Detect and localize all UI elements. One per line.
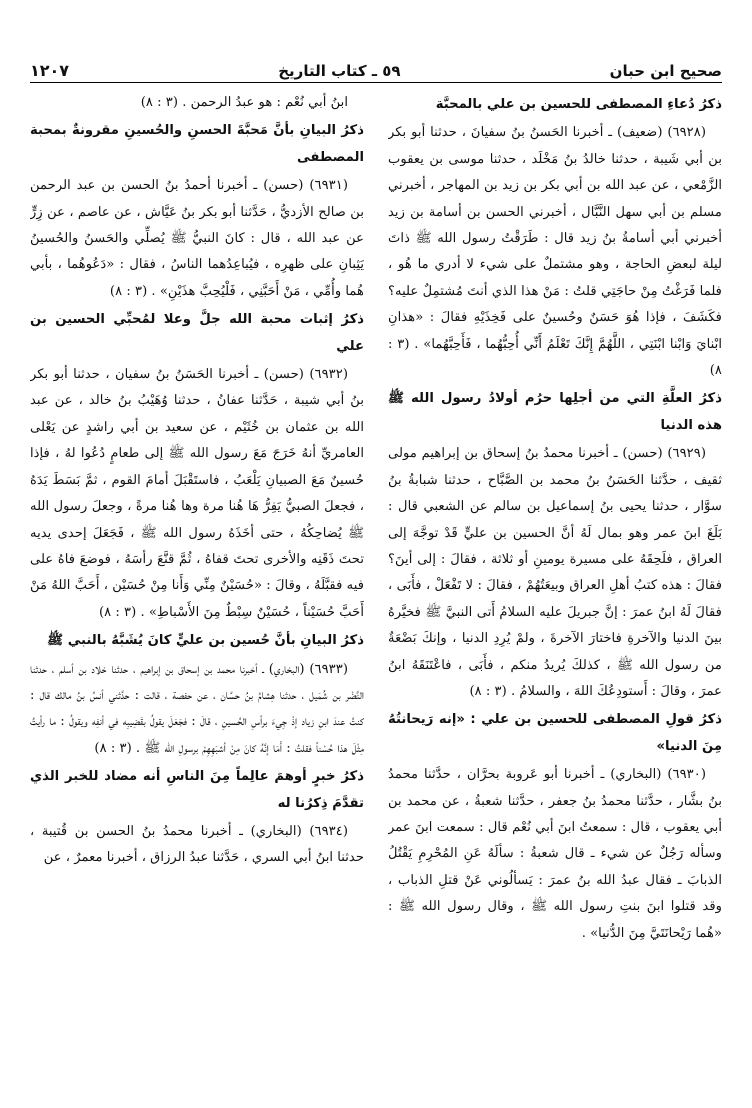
page-header: [30, 44, 722, 80]
section-heading: ذكرُ إثبات محبة الله جلَّ وعلا لمُحبِّي الحسين بن علي: [30, 312, 364, 354]
columns: [30, 90, 722, 1098]
hadith-text: (٦٩٣١) (حسن) ـ أخبرنا أحمدُ بنُ الحسن بن عبد الرحمن بن صالح الأزديُّ ، حَدَّثنا أبو بكر بنُ عَيَّاش ، عن عاصم ، عن زِرٍّ عن عبد الله ، قال : كانَ النبيُّ ﷺ يُصلِّي والحَسنُ والحُسينُ يَثِبانِ على ظهرِه ، فيُباعِدُهما الناسُ ، فقال : «دَعُوهُما ، بأبي هُما وأُمِّي ، مَنْ أَحَبَّنِي ، فَلْيُحِبَّ هذَيْنِ» . (٣ : ٨): [30, 178, 364, 299]
hadith-text: (٦٩٢٨) (ضعيف) ـ أخبرنا الحَسنُ بنُ سفيانَ ، حدثنا أبو بكر بن أبي شَيبة ، حدثنا خالدُ بنُ مَخْلَد ، حدثنا موسى بن يعقوب الزَّمْعي ، عن عبد الله بن أبي بكر بن زيد بن المهاجر ، أخبرني مسلم بن أبي سهل النَّبَّال ، أخبرني الحسن بن أسامة بن زيد أخبرني أبي أسامةُ بنُ زيد قال : طَرَقْتُ رسول الله ﷺ ذاتَ ليلة لبعضِ الحاجة ، وهو مشتملٌ على شيء لا أدري ما هُو ، فلما فَرَغْتُ مِنْ حاجَتِي قلتُ : مَنْ هذا الذي أنتَ مُشتمِلٌ عليه؟ فكَشَفَ ، فإذا هُوَ حَسَنٌ وحُسينٌ على فَخِذَيْهِ فقالَ : «هذانِ ابْنايَ وَابْنا ابْنَتِي ، اللَّهُمَّ إِنَّكَ تَعْلَمُ أَنِّي أُحِبُّهُما ، فَأَحِبَّهُما» . (٣ : ٨): [388, 125, 722, 379]
header-rule: [30, 82, 722, 83]
right-column: [388, 90, 722, 1098]
hadith-text: (٦٩٣٣) (البخاري) ـ أخبرنا محمد بن إسحاق بن إبراهيم ، حدثنا خلاد بن أسلم ، حدثنا النَّضْر بن شُمَيل ، حدثنا هِشامُ بنُ حسَّان ، عن حفصة ، قالت : حدَّثني أنسُ بنُ مالك قال : كنتُ عندَ ابنِ زياد إذْ جِيءَ برأسِ الحُسينِ ، قالَ : فجَعَلَ يقولُ بقَضِيبِه في أنفِه ويقولُ : ما رأيتُ مِثْلَ هذا حُسْناً فقلتُ : أَمَا إنَّهُ كانَ مِنْ أشبَهِهِمْ برسولِ الله ﷺ . (٣ : ٨): [30, 661, 364, 756]
hadith-text: (٦٩٣٤) (البخاري) ـ أخبرنا محمدُ بنُ الحسن بن قُتيبة ، حدثنا ابنُ أبي السري ، حَدَّثنا عبدُ الرزاق ، أخبرنا معمرٌ ، عن: [30, 823, 364, 866]
chapter-title: ٥٩ ـ كتاب التاريخ: [278, 62, 401, 80]
section-heading: ذكرُ قولِ المصطفى للحسين بن علي : «إنه رَيحانتُهُ مِنَ الدنيا»: [388, 712, 722, 754]
section-heading: ذكرُ البيانِ بأنَّ مَحبَّةَ الحسنِ والحُسينِ مقرونةٌ بمحبة المصطفى: [30, 123, 364, 165]
book-title: صحيح ابن حبان: [609, 62, 722, 80]
section-heading: ذكرُ العلَّةِ التي من أجلِها حرُم أولادُ رسول الله ﷺ هذه الدنيا: [388, 391, 722, 433]
page-number: ١٢٠٧: [30, 61, 70, 80]
continuation-text: ابنُ أبي نُعْم : هو عبدُ الرحمن . (٣ : ٨): [140, 95, 348, 110]
hadith-text: (٦٩٣٠) (البخاري) ـ أخبرنا أبو عَروبة بحرَّان ، حدَّثنا محمدُ بنُ بشَّار ، حدَّثنا محمدُ بنُ جعفر ، حدَّثنا شعبةُ ، عن محمد بن أبي يعقوب ، قال : سمعتُ ابنَ أبي نُعْم قال : سمعت ابنَ عمر وسأله رَجُلٌ عن شيء ـ قال شعبةُ : سألَهُ عَنِ المُحْرِمِ يَقْتُلُ الذبابَ ـ فقال عبدُ الله بنُ عمرَ : يَسألُوني عَنْ قتلِ الذباب ، وقد قتلوا ابنَ بنتِ رسول الله ﷺ ، وقال رسول الله ﷺ : «هُما رَيْحانَتَيَّ مِنَ الدُّنيا» .: [388, 767, 722, 941]
hadith-text: (٦٩٣٢) (حسن) ـ أخبرنا الحَسَنُ بنُ سفيان ، حدثنا أبو بكر بنُ أبي شيبة ، حَدَّثنا عفانُ ، حدثنا وُهَيْبُ بنُ خالد ، عن عبد الله بن عثمان بن خُثَيْم ، عن سعيد بن أبي راشدٍ عن يَعْلى العامريِّ أنهُ خَرَجَ مَعَ رسول الله ﷺ إلى طعامٍ دُعُوا لهُ ، فإذا حُسينٌ مَعَ الصبيانِ يَلْعَبُ ، فاستَقْبَلَ أمامَ القوم ، ثمَّ بَسَطَ يَدَهُ ، فجعلَ الصبيُّ يَفِرُّ هَا هُنا مرة وها هُنا مرةً ، وجعلَ رسول الله ﷺ يُضاحِكُهُ ، حتى أخَذَهُ رسول الله ﷺ ، فَجَعَلَ إحدى يديه تحتَ ذَقَنِه والأخرى تحتَ قفاهُ ، ثُمَّ قنَّعَ رأسَهُ ، فوضعَ فاهُ على فيه فقبَّلَهُ ، وقالَ : «حُسَيْنٌ مِنِّي وَأَنا مِنْ حُسَيْن ، أَحَبَّ اللهُ مَنْ أَحَبَّ حُسَيْناً ، حُسَيْنٌ سِبْطٌ مِنَ الأَسْباطِ» . (٣ : ٨): [30, 367, 364, 620]
section-heading: ذكرُ دُعاءِ المصطفى للحسين بن علي بالمحبَّة: [435, 97, 722, 112]
hadith-text: (٦٩٢٩) (حسن) ـ أخبرنا محمدُ بنُ إسحاق بن إبراهيم مولى ثقيف ، حدَّثنا الحَسَنُ بنُ محمد بن الصَّبَّاح ، حدثنا شبابةُ بنُ سوَّار ، حدثنا يحيى بنُ إسماعيل بن سالم عن الشعبي قال : بَلَغَ ابنَ عمر وهو بمال لَهُ أنَّ الحسين بن عليٍّ قَدْ توجَّهَ إلى العراق ، فلَحِقَهُ على مسيرة يومينِ أو ثلاثة ، فقالَ : إلى أينَ؟ فقالَ : هذه كتبُ أهلِ العراق وبيعَتُهُمْ ، فقالَ : لا تَفْعَلْ ، فأَبَى ، فقالَ لَهُ ابنُ عمرَ : إنَّ جبريلَ عليه السلامُ أَتى النبيَّ ﷺ فخيَّرهُ بينَ الدنيا والآخرةِ فاختارَ الآخرةَ ، ولمْ يُرِدِ الدنيا ، وإنكَ بَضْعَةٌ من رسول الله ﷺ ، كذلكَ يُريدُ منكم ، فأَبَى ، فاعْتَنَقَهُ ابنُ عمرَ ، وقالَ : أَستودِعُكَ اللهَ ، والسلامُ . (٣ : ٨): [388, 446, 722, 699]
left-column: [30, 90, 364, 1098]
section-heading: ذكرُ البيانِ بأنَّ حُسين بن عليٍّ كانَ يُشَبَّهُ بالنبي ﷺ: [47, 633, 364, 649]
section-heading: ذكرُ خبرٍ أوهمَ عالِماً مِنَ الناسِ أنه مضاد للخبر الذي تقدَّمَ ذِكرُنا له: [30, 769, 364, 811]
